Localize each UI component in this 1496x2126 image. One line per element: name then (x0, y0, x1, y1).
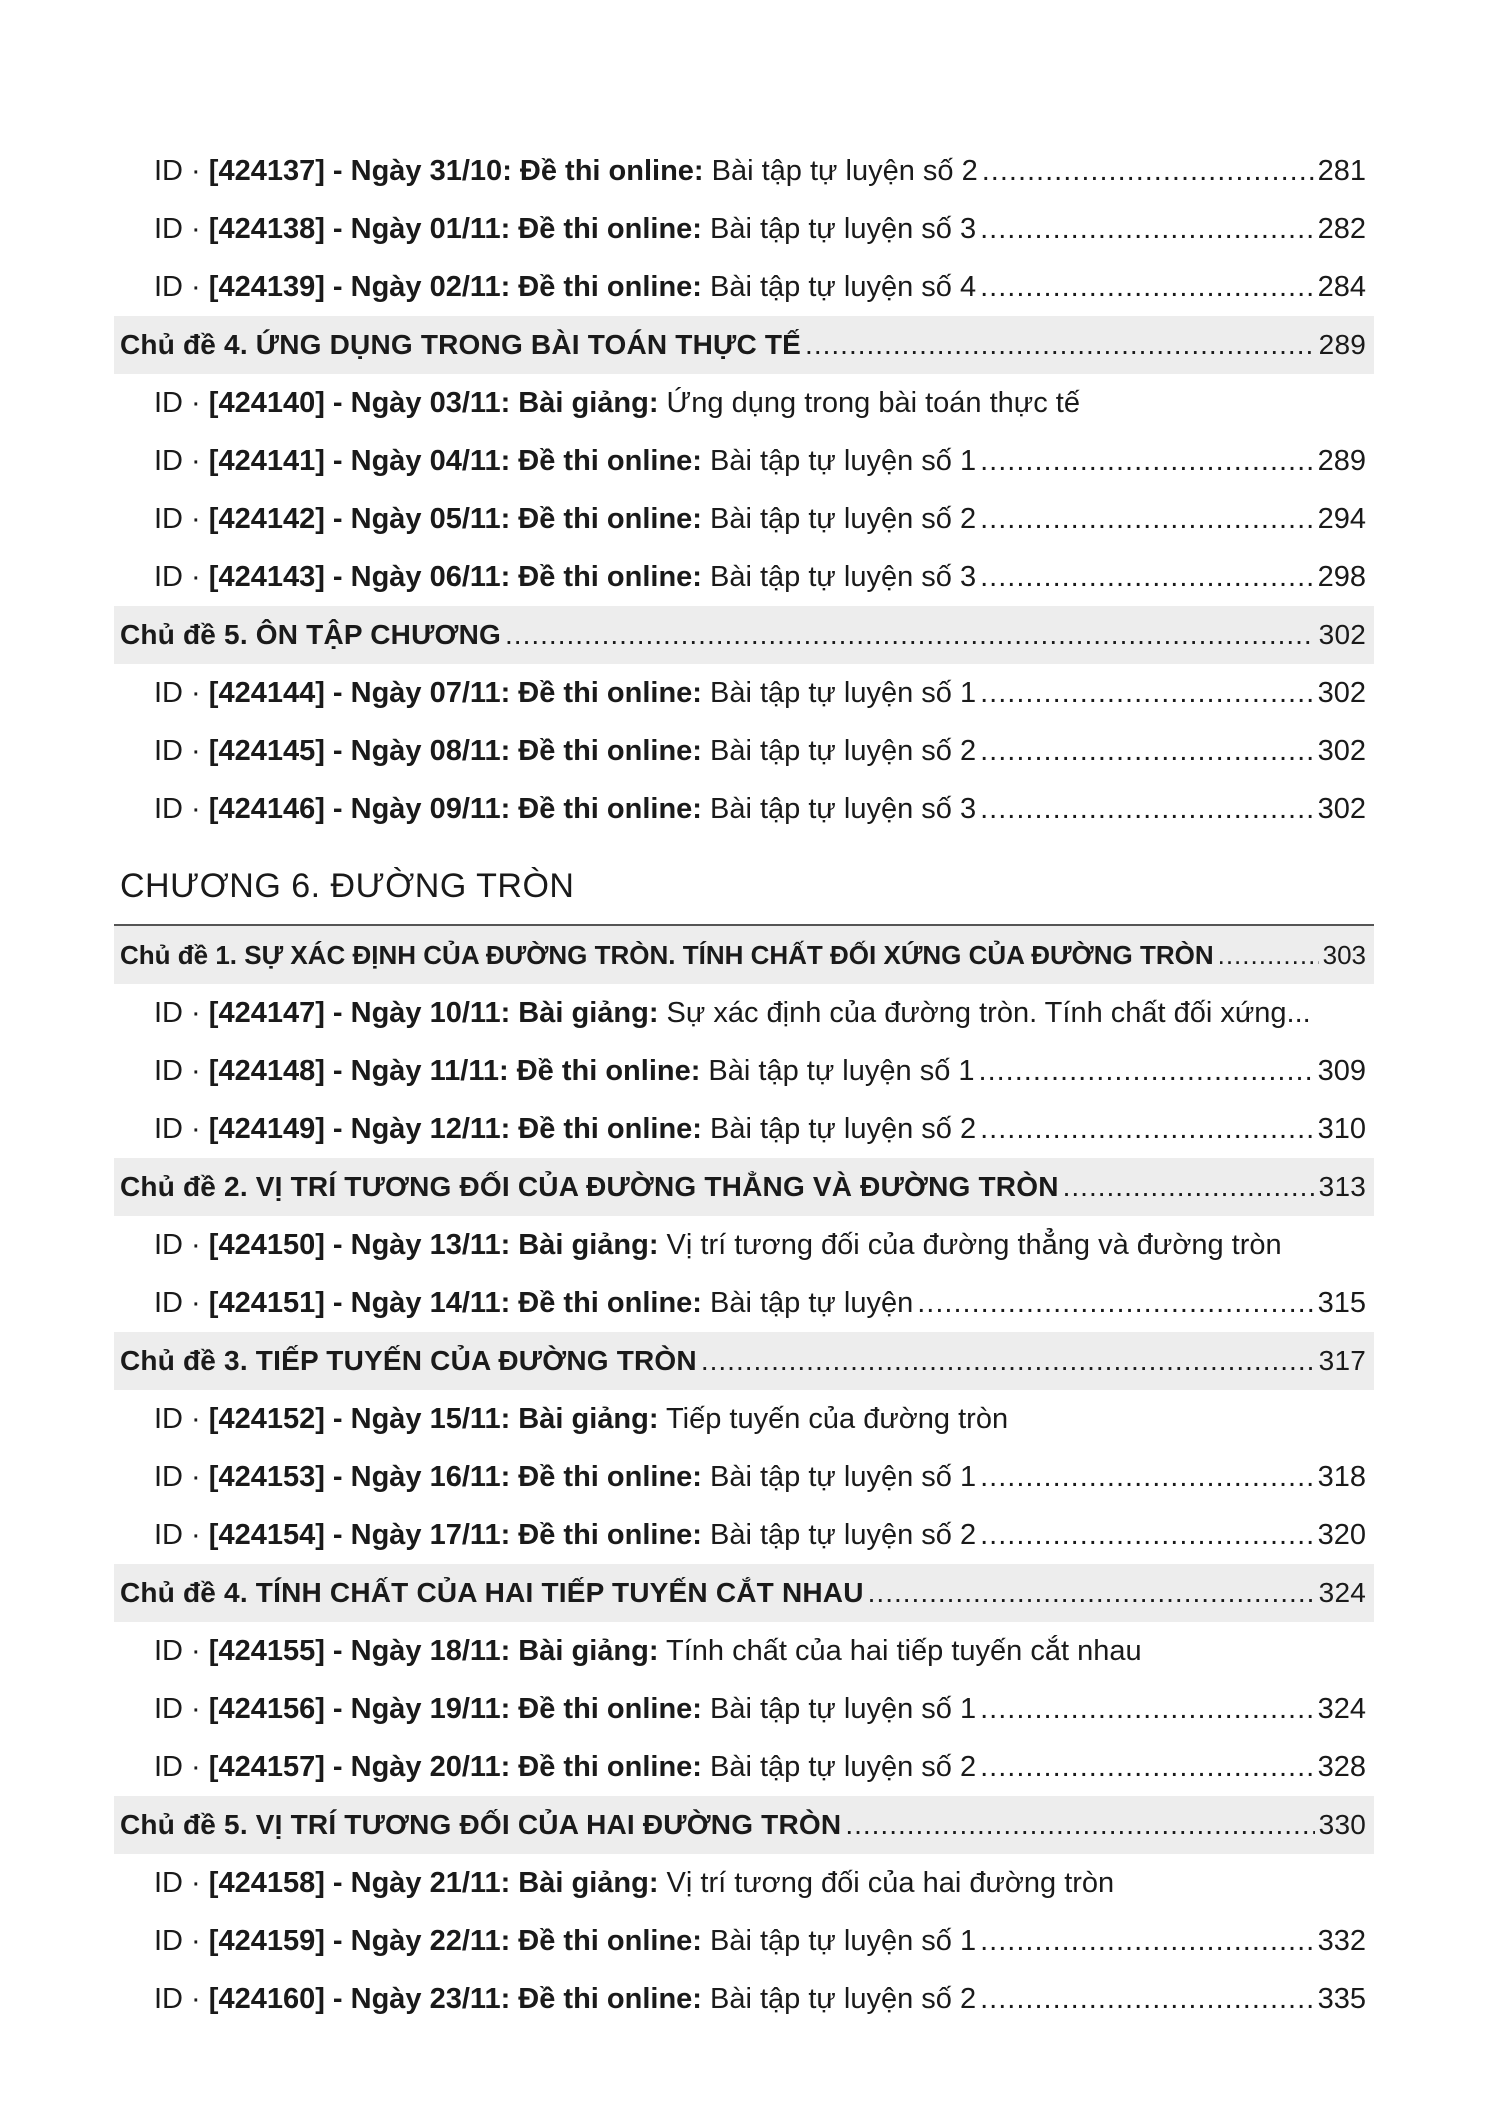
entry-label (154, 1680, 976, 1738)
entry-type: Bài giảng: (510, 1403, 659, 1435)
entry-label (154, 374, 1080, 432)
entry-label (154, 200, 976, 258)
entry-label (154, 780, 976, 838)
entry-type: Đề thi online: (510, 793, 702, 825)
entry-title: Bài tập tự luyện số 3 (701, 561, 977, 593)
entry-type: Đề thi online: (511, 155, 704, 187)
leader-dots (805, 316, 1315, 374)
entry-label (154, 1390, 1008, 1448)
entry-label (154, 1738, 976, 1796)
toc-entry[interactable] (114, 548, 1374, 606)
entry-id: [424152] (208, 1403, 325, 1435)
entry-label (154, 1912, 976, 1970)
entry-prefix: ID · (154, 1983, 209, 2015)
entry-id: [424144] (208, 677, 325, 709)
entry-prefix: ID · (154, 1867, 209, 1899)
toc-entry[interactable] (114, 722, 1374, 780)
leader-dots (980, 1738, 1314, 1796)
entry-date: - Ngày 19/11: (324, 1693, 511, 1725)
page-number: 282 (1317, 213, 1366, 245)
toc-entry[interactable] (114, 1738, 1374, 1796)
entry-id: [424146] (208, 793, 325, 825)
entry-prefix: ID · (154, 445, 209, 477)
entry-prefix: ID · (154, 1055, 209, 1087)
topic-label: Chủ đề 4. TÍNH CHẤT CỦA HAI TIẾP TUYẾN CẮT NHAU (120, 1577, 864, 1608)
entry-group (114, 984, 1374, 1158)
topic-heading[interactable] (114, 1158, 1374, 1216)
entry-type: Bài giảng: (510, 1229, 659, 1261)
entry-label (154, 258, 976, 316)
entry-id: [424150] (208, 1229, 325, 1261)
leader-dots (979, 1042, 1314, 1100)
toc-entry[interactable] (114, 432, 1374, 490)
page-number: 303 (1322, 940, 1366, 970)
entry-date: - Ngày 09/11: (324, 793, 511, 825)
entry-id: [424154] (208, 1519, 325, 1551)
entry-type: Đề thi online: (510, 213, 702, 245)
topic-label: Chủ đề 2. VỊ TRÍ TƯƠNG ĐỐI CỦA ĐƯỜNG THẲNG VÀ ĐƯỜNG TRÒN (120, 1171, 1059, 1202)
topic-label: Chủ đề 5. VỊ TRÍ TƯƠNG ĐỐI CỦA HAI ĐƯỜNG TRÒN (120, 1809, 842, 1840)
page-number: 332 (1317, 1925, 1366, 1957)
topic-label: Chủ đề 5. ÔN TẬP CHƯƠNG (120, 619, 502, 650)
entry-date: - Ngày 15/11: (324, 1403, 511, 1435)
entry-type: Đề thi online: (510, 1461, 702, 1493)
entry-title: Vị trí tương đối của đường thẳng và đường tròn (658, 1229, 1282, 1261)
entry-type: Đề thi online: (510, 677, 702, 709)
entry-title: Vị trí tương đối của hai đường tròn (658, 1867, 1115, 1899)
entry-prefix: ID · (154, 387, 209, 419)
topic-heading[interactable] (114, 1564, 1374, 1622)
toc-entry[interactable] (114, 1970, 1374, 2028)
entry-title: Bài tập tự luyện số 3 (701, 213, 977, 245)
entry-label (154, 1506, 976, 1564)
leader-dots (980, 490, 1314, 548)
leader-dots (868, 1564, 1315, 1622)
toc-entry[interactable] (114, 1680, 1374, 1738)
toc-entry[interactable] (114, 142, 1374, 200)
toc-entry[interactable] (114, 1854, 1374, 1912)
entry-date: - Ngày 06/11: (324, 561, 511, 593)
entry-date: - Ngày 31/10: (324, 155, 512, 187)
entry-title: Bài tập tự luyện số 2 (701, 735, 977, 767)
page-number: 330 (1318, 1809, 1366, 1840)
toc-entry[interactable] (114, 1100, 1374, 1158)
entry-group (114, 142, 1374, 316)
entry-id: [424151] (208, 1287, 325, 1319)
entry-prefix: ID · (154, 1113, 209, 1145)
entry-prefix: ID · (154, 1403, 209, 1435)
entry-id: [424159] (208, 1925, 325, 1957)
entry-group (114, 374, 1374, 606)
entry-date: - Ngày 18/11: (324, 1635, 511, 1667)
entry-label (154, 490, 976, 548)
entry-type: Đề thi online: (510, 1519, 702, 1551)
page-number: 318 (1317, 1461, 1366, 1493)
entry-label (154, 432, 976, 490)
toc-entry[interactable] (114, 664, 1374, 722)
leader-dots (1218, 926, 1319, 984)
leader-dots (980, 432, 1314, 490)
entry-prefix: ID · (154, 271, 209, 303)
entry-label (154, 1448, 976, 1506)
entry-title: Tiếp tuyến của đường tròn (658, 1403, 1009, 1435)
leader-dots (980, 1912, 1314, 1970)
page-number: 284 (1317, 271, 1366, 303)
entry-prefix: ID · (154, 503, 209, 535)
leader-dots (701, 1332, 1315, 1390)
page-number: 335 (1317, 1983, 1366, 2015)
entry-date: - Ngày 02/11: (324, 271, 511, 303)
entry-title: Bài tập tự luyện số 3 (701, 793, 977, 825)
page-number: 302 (1317, 793, 1366, 825)
entry-prefix: ID · (154, 1287, 209, 1319)
entry-id: [424158] (208, 1867, 325, 1899)
toc-entry[interactable] (114, 374, 1374, 432)
page-number: 281 (1317, 155, 1366, 187)
entry-type: Đề thi online: (510, 1113, 702, 1145)
entry-title: Bài tập tự luyện số 2 (701, 1519, 977, 1551)
entry-date: - Ngày 16/11: (324, 1461, 511, 1493)
leader-dots (1063, 1158, 1315, 1216)
entry-prefix: ID · (154, 1635, 209, 1667)
entry-label (154, 1274, 913, 1332)
page-number: 289 (1317, 445, 1366, 477)
entry-date: - Ngày 04/11: (324, 445, 511, 477)
entry-type: Bài giảng: (510, 997, 659, 1029)
entry-title: Sự xác định của đường tròn. Tính chất đối xứng... (658, 997, 1311, 1029)
page-number: 302 (1317, 735, 1366, 767)
page-number: 320 (1317, 1519, 1366, 1551)
entry-group (114, 1854, 1374, 2028)
entry-title: Bài tập tự luyện số 1 (701, 445, 977, 477)
topic-heading[interactable] (114, 606, 1374, 664)
entry-prefix: ID · (154, 1693, 209, 1725)
toc-entry[interactable] (114, 490, 1374, 548)
entry-id: [424160] (208, 1983, 325, 2015)
page-number: 294 (1317, 503, 1366, 535)
entry-group (114, 1390, 1374, 1564)
page-number: 317 (1318, 1345, 1366, 1376)
entry-title: Bài tập tự luyện số 1 (700, 1055, 975, 1087)
topic-heading[interactable] (114, 926, 1374, 984)
entry-type: Đề thi online: (510, 271, 702, 303)
entry-type: Đề thi online: (510, 1751, 702, 1783)
entry-date: - Ngày 11/11: (324, 1055, 509, 1087)
page-number: 315 (1317, 1287, 1366, 1319)
leader-dots (980, 1680, 1314, 1738)
entry-date: - Ngày 21/11: (324, 1867, 511, 1899)
entry-id: [424147] (208, 997, 325, 1029)
entry-title: Bài tập tự luyện số 2 (701, 1983, 977, 2015)
entry-date: - Ngày 01/11: (324, 213, 511, 245)
leader-dots (980, 780, 1314, 838)
entry-prefix: ID · (154, 561, 209, 593)
entry-date: - Ngày 08/11: (324, 735, 511, 767)
entry-title: Bài tập tự luyện số 1 (701, 1461, 977, 1493)
page-number: 328 (1317, 1751, 1366, 1783)
toc-entry[interactable] (114, 1912, 1374, 1970)
entry-date: - Ngày 10/11: (324, 997, 511, 1029)
entry-date: - Ngày 07/11: (324, 677, 511, 709)
entry-title: Bài tập tự luyện số 1 (701, 1925, 977, 1957)
entry-id: [424157] (208, 1751, 325, 1783)
entry-title: Ứng dụng trong bài toán thực tế (658, 387, 1080, 419)
entry-id: [424138] (208, 213, 325, 245)
toc-entry[interactable] (114, 1042, 1374, 1100)
entry-prefix: ID · (154, 793, 209, 825)
entry-type: Bài giảng: (510, 387, 659, 419)
entry-date: - Ngày 14/11: (324, 1287, 511, 1319)
leader-dots (980, 722, 1314, 780)
entry-type: Đề thi online: (508, 1055, 701, 1087)
entry-prefix: ID · (154, 997, 209, 1029)
entry-prefix: ID · (154, 1751, 209, 1783)
entry-prefix: ID · (154, 155, 209, 187)
toc-entry[interactable] (114, 1506, 1374, 1564)
leader-dots (980, 1100, 1314, 1158)
entry-prefix: ID · (154, 735, 209, 767)
topic-heading[interactable] (114, 1796, 1374, 1854)
entry-date: - Ngày 20/11: (324, 1751, 511, 1783)
entry-id: [424140] (208, 387, 325, 419)
entry-type: Đề thi online: (510, 1693, 702, 1725)
toc-entry[interactable] (114, 258, 1374, 316)
entry-date: - Ngày 23/11: (324, 1983, 511, 2015)
entry-type: Đề thi online: (510, 1983, 702, 2015)
entry-title: Bài tập tự luyện số 2 (701, 503, 977, 535)
entry-prefix: ID · (154, 677, 209, 709)
entry-prefix: ID · (154, 213, 209, 245)
entry-group (114, 1622, 1374, 1796)
entry-type: Đề thi online: (510, 1287, 702, 1319)
entry-label (154, 1970, 976, 2028)
page-number: 289 (1318, 329, 1366, 360)
entry-label (154, 1854, 1114, 1912)
entry-type: Đề thi online: (510, 561, 702, 593)
entry-id: [424142] (208, 503, 325, 535)
entry-id: [424139] (208, 271, 325, 303)
leader-dots (980, 200, 1314, 258)
entry-type: Đề thi online: (510, 503, 702, 535)
toc-entry[interactable] (114, 1622, 1374, 1680)
entry-title: Bài tập tự luyện (701, 1287, 914, 1319)
entry-date: - Ngày 05/11: (324, 503, 511, 535)
leader-dots (980, 1448, 1314, 1506)
entry-prefix: ID · (154, 1229, 209, 1261)
leader-dots (980, 664, 1314, 722)
entry-label (154, 1622, 1142, 1680)
entry-type: Đề thi online: (510, 1925, 702, 1957)
toc-entry[interactable] (114, 1448, 1374, 1506)
topic-label: Chủ đề 4. ỨNG DỤNG TRONG BÀI TOÁN THỰC TẾ (120, 329, 802, 360)
entry-id: [424141] (208, 445, 325, 477)
entry-label (154, 664, 976, 722)
topic-heading[interactable] (114, 316, 1374, 374)
toc-entry[interactable] (114, 1274, 1374, 1332)
entry-title: Tính chất của hai tiếp tuyến cắt nhau (658, 1635, 1142, 1667)
entry-id: [424155] (208, 1635, 325, 1667)
entry-title: Bài tập tự luyện số 1 (701, 677, 977, 709)
entry-title: Bài tập tự luyện số 4 (701, 271, 977, 303)
entry-id: [424148] (208, 1055, 325, 1087)
entry-id: [424149] (208, 1113, 325, 1145)
entry-label (154, 984, 1311, 1042)
entry-label (154, 142, 978, 200)
entry-group (114, 1216, 1374, 1332)
leader-dots (980, 258, 1314, 316)
leader-dots (845, 1796, 1314, 1854)
entry-date: - Ngày 03/11: (324, 387, 511, 419)
leader-dots (505, 606, 1315, 664)
leader-dots (917, 1274, 1313, 1332)
page-number: 302 (1317, 677, 1366, 709)
entry-type: Đề thi online: (510, 735, 702, 767)
entry-prefix: ID · (154, 1461, 209, 1493)
page-number: 324 (1317, 1693, 1366, 1725)
toc-entry[interactable] (114, 1390, 1374, 1448)
entry-label (154, 1216, 1282, 1274)
chapter-heading: CHƯƠNG 6. ĐƯỜNG TRÒN (114, 838, 1374, 926)
entry-id: [424145] (208, 735, 325, 767)
page-number: 313 (1318, 1171, 1366, 1202)
entry-id: [424137] (208, 155, 325, 187)
entry-title: Bài tập tự luyện số 2 (701, 1751, 977, 1783)
entry-label (154, 1042, 975, 1100)
table-of-contents (114, 142, 1374, 2028)
entry-type: Bài giảng: (510, 1635, 659, 1667)
entry-prefix: ID · (154, 1519, 209, 1551)
entry-date: - Ngày 13/11: (324, 1229, 511, 1261)
entry-id: [424143] (208, 561, 325, 593)
entry-title: Bài tập tự luyện số 2 (701, 1113, 977, 1145)
page-number: 298 (1317, 561, 1366, 593)
page-number: 310 (1317, 1113, 1366, 1145)
leader-dots (982, 142, 1314, 200)
entry-group (114, 664, 1374, 838)
leader-dots (980, 1506, 1314, 1564)
entry-label (154, 722, 976, 780)
topic-heading[interactable] (114, 1332, 1374, 1390)
page-number: 309 (1317, 1055, 1366, 1087)
entry-date: - Ngày 17/11: (324, 1519, 511, 1551)
leader-dots (980, 548, 1314, 606)
topic-label: Chủ đề 1. SỰ XÁC ĐỊNH CỦA ĐƯỜNG TRÒN. TÍNH CHẤT ĐỐI XỨNG CỦA ĐƯỜNG TRÒN (120, 940, 1214, 970)
topic-label: Chủ đề 3. TIẾP TUYẾN CỦA ĐƯỜNG TRÒN (120, 1345, 697, 1376)
entry-title: Bài tập tự luyện số 2 (703, 155, 978, 187)
toc-entry[interactable] (114, 200, 1374, 258)
toc-entry[interactable] (114, 984, 1374, 1042)
entry-type: Bài giảng: (510, 1867, 659, 1899)
entry-type: Đề thi online: (510, 445, 702, 477)
entry-label (154, 548, 976, 606)
entry-date: - Ngày 22/11: (324, 1925, 511, 1957)
toc-entry[interactable] (114, 780, 1374, 838)
entry-label (154, 1100, 976, 1158)
entry-id: [424153] (208, 1461, 325, 1493)
page-number: 302 (1318, 619, 1366, 650)
entry-id: [424156] (208, 1693, 325, 1725)
entry-title: Bài tập tự luyện số 1 (701, 1693, 977, 1725)
entry-date: - Ngày 12/11: (324, 1113, 511, 1145)
page-number: 324 (1318, 1577, 1366, 1608)
entry-prefix: ID · (154, 1925, 209, 1957)
toc-entry[interactable] (114, 1216, 1374, 1274)
leader-dots (980, 1970, 1314, 2028)
